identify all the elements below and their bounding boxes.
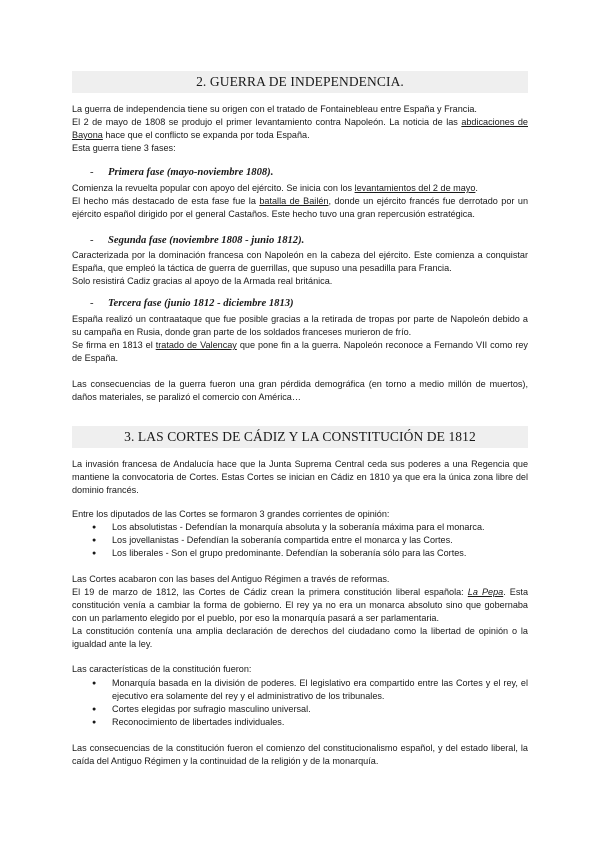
cortes-paragraph-6: Las características de la constitución fueron: [72,664,252,674]
cortes-paragraph-2: Entre los diputados de las Cortes se formaron 3 grandes corrientes de opinión: [72,509,390,519]
phase-3-title: - Tercera fase (junio 1812 - diciembre 1813) [90,298,294,309]
phase-3-text-1: España realizó un contraataque que fue posible gracias a la retirada de tropas por parte de Napoleón debido a su campaña en Rusia, donde gran parte de los soldados franceses murieron de frío. [72,314,528,337]
list-item: ● Monarquía basada en la división de poderes. El legislativo era compartido entre las Cortes y el rey, el ejecutivo era solamente del rey y el administrativo de los tribunales. [92,677,528,703]
section-heading-guerra: 2. GUERRA DE INDEPENDENCIA. [72,71,528,93]
phase-2-text-1: Caracterizada por la dominación francesa con Napoleón en la cabeza del ejército. Este comienza a conquistar España, que empleó la táctica de guerra de guerrillas, que supuso una pesadilla para Francia. [72,250,528,273]
phase-2-text-2: Solo resistirá Cadiz gracias al apoyo de la Armada real británica. [72,276,333,286]
valencay-link[interactable]: tratado de Valencay [155,340,237,350]
cortes-paragraph-3: Las Cortes acabaron con las bases del Antiguo Régimen a través de reformas. [72,574,390,584]
phase-2-title: - Segunda fase (noviembre 1808 - junio 1812). [90,235,305,246]
abdicaciones-link[interactable]: abdicaciones de Bayona [72,117,528,140]
currents-list [92,521,528,560]
list-item: ● Reconocimiento de libertades individuales. [92,716,528,729]
levantamientos-link[interactable]: levantamientos del 2 de mayo [354,183,476,193]
features-list [92,677,528,729]
constitution-consequences: Las consecuencias de la constitución fueron el comienzo del constitucionalismo español, y del estado liberal, la caída del Antiguo Régimen y la continuidad de la religión y de la monarquía. [72,743,528,766]
phase-1-text-1: Comienza la revuelta popular con apoyo del ejército. Se inicia con los levantamientos del 2 de mayo. [72,183,478,193]
bailen-link[interactable]: batalla de Bailén [259,196,329,206]
phase-1-title: - Primera fase (mayo-noviembre 1808). [90,167,274,178]
list-item: ● Los absolutistas - Defendían la monarquía absoluta y la soberanía máxima para el monarca. [92,521,528,534]
list-item: ● Los jovellanistas - Defendían la soberanía compartida entre el monarca y las Cortes. [92,534,528,547]
intro-line-2: El 2 de mayo de 1808 se produjo el primer levantamiento contra Napoleón. La noticia de las abdicaciones de Bayona hace que el conflicto se expanda por toda España. [72,117,528,140]
phase-1-text-2: El hecho más destacado de esta fase fue la batalla de Bailén, donde un ejército francés fue derrotado por un ejército español dirigido por el general Castaños. Este hecho tuvo una gran repercusión estratégica. [72,196,528,219]
section-heading-cortes: 3. LAS CORTES DE CÁDIZ Y LA CONSTITUCIÓN DE 1812 [72,426,528,448]
cortes-paragraph-1: La invasión francesa de Andalucía hace que la Junta Suprema Central ceda sus poderes a una Regencia que mantiene la convocatoria de Cortes. Estas Cortes se inician en Cádiz en 1810 ya que era la única zona libre del dominio francés. [72,459,528,495]
la-pepa-link[interactable]: La Pepa [467,587,504,597]
phase-3-text-2: Se firma en 1813 el tratado de Valencay que pone fin a la guerra. Napoleón reconoce a Fernando VII como rey de España. [72,340,528,363]
cortes-paragraph-4: El 19 de marzo de 1812, las Cortes de Cádiz crean la primera constitución liberal española: La Pepa. Esta constitución venía a cambiar la forma de gobierno. El rey ya no era un monarca absoluto sino que gobernaba con un parlamento elegido por el pueblo, por eso la monarquía pasará a ser parlamentaria. [72,587,528,623]
list-item: ● Los liberales - Son el grupo predominante. Defendían la soberanía sólo para las Cortes. [92,547,528,560]
cortes-paragraph-5: La constitución contenía una amplia declaración de derechos del ciudadano como la libertad de opinión o la igualdad ante la ley. [72,626,528,649]
list-item: ● Cortes elegidas por sufragio masculino universal. [92,703,528,716]
war-consequences: Las consecuencias de la guerra fueron una gran pérdida demográfica (en torno a medio millón de muertos), daños materiales, se paralizó el comercio con América… [72,379,528,402]
intro-line-1: La guerra de independencia tiene su origen con el tratado de Fontainebleau entre España y Francia. [72,104,477,114]
intro-line-3: Esta guerra tiene 3 fases: [72,143,176,153]
